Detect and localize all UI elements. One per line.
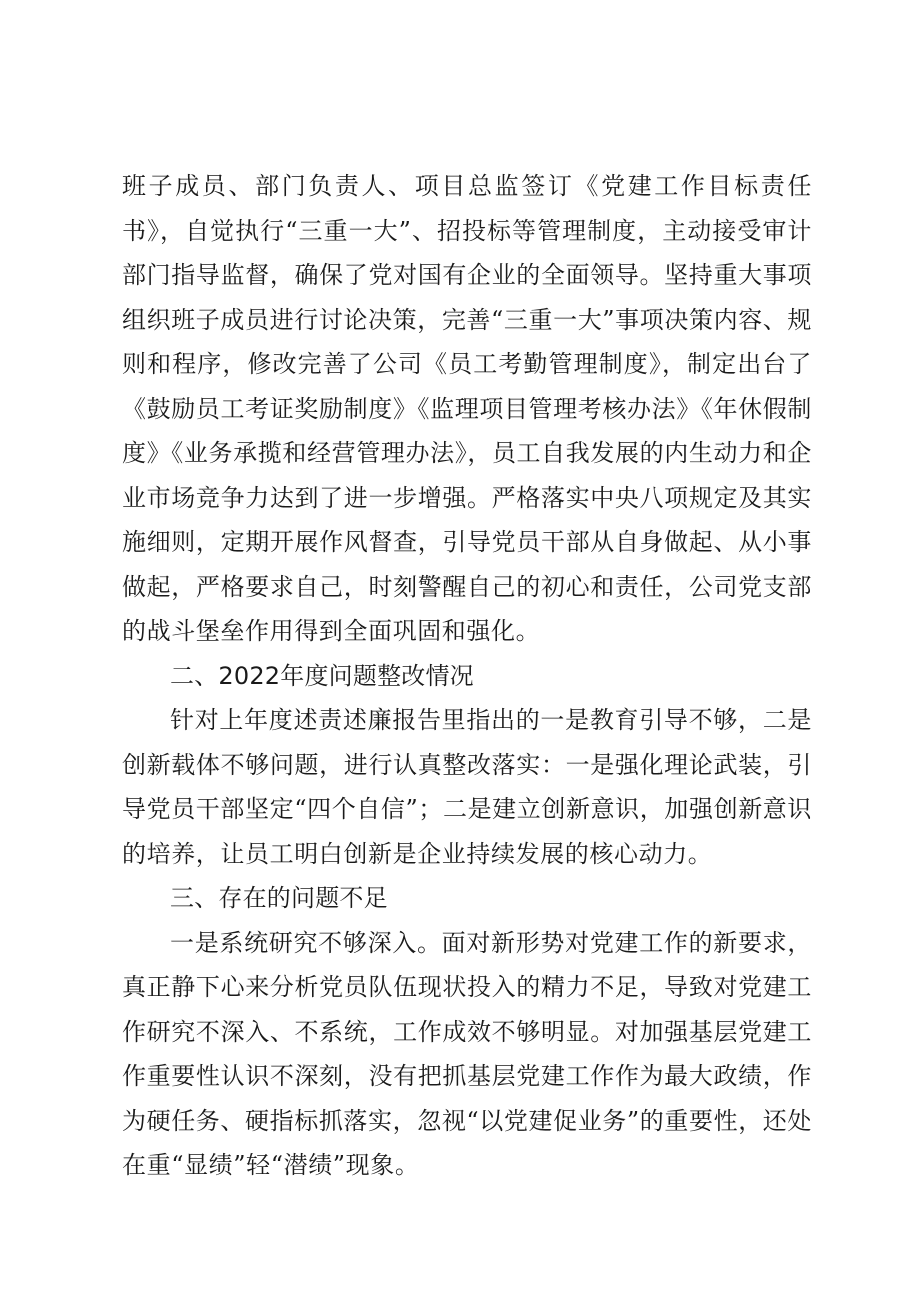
body-paragraph: 一是系统研究不够深入。面对新形势对党建工作的新要求，真正静下心来分析党员队伍现状投入的精力不足，导致对党建工作研究不深入、不系统，工作成效不够明显。对加强基层党建工作重要性认识不深刻，没有把抓基层党建工作作为最大政绩，作为硬任务、硬指标抓落实，忽视“以党建促业务”的重要性，还处在重“显绩”轻“潜绩”现象。 xyxy=(122,928,812,1179)
document-body xyxy=(122,164,812,1188)
section-heading-rectification: 二、2022年度问题整改情况 xyxy=(170,661,474,690)
body-paragraph: 班子成员、部门负责人、项目总监签订《党建工作目标责任书》，自觉执行“三重一大”、招投标等管理制度，主动接受审计部门指导监督，确保了党对国有企业的全面领导。坚持重大事项组织班子成员进行讨论决策，完善“三重一大”事项决策内容、规则和程序，修改完善了公司《员工考勤管理制度》，制定出台了《鼓励员工考证奖励制度》《监理项目管理考核办法》《年休假制度》《业务承揽和经营管理办法》，员工自我发展的内生动力和企业市场竞争力达到了进一步增强。严格落实中央八项规定及其实施细则，定期开展作风督查，引导党员干部从自身做起、从小事做起，严格要求自己，时刻警醒自己的初心和责任，公司党支部的战斗堡垒作用得到全面巩固和强化。 xyxy=(122,172,812,645)
section-heading-problems: 三、存在的问题不足 xyxy=(170,884,388,912)
body-paragraph: 针对上年度述责述廉报告里指出的一是教育引导不够，二是创新载体不够问题，进行认真整改落实：一是强化理论武装，引导党员干部坚定“四个自信”；二是建立创新意识，加强创新意识的培养，让员工明白创新是企业持续发展的核心动力。 xyxy=(122,706,812,868)
